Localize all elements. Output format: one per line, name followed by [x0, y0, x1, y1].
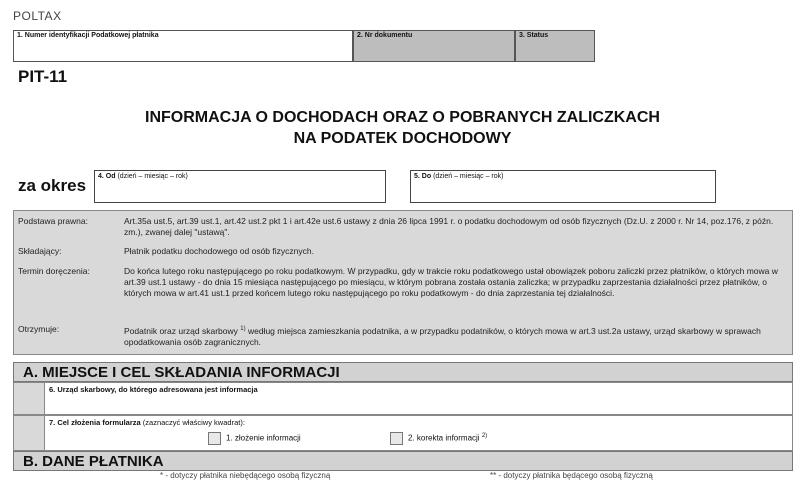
form-code: PIT-11	[18, 67, 68, 86]
section-b-note-right: ** - dotyczy płatnika będącego osobą fizyczną	[490, 471, 653, 480]
legal-basis-value: Art.35a ust.5, art.39 ust.1, art.42 ust.2 pkt 1 i art.42e ust.6 ustawy z dnia 26 lipca 1991 r. o podatku dochodowym od osób fizycznych (Dz.U. z 2000 r. Nr 14, poz.176, z późn. zm.), zwanej dalej "ustawą".	[124, 216, 774, 237]
correction-checkbox[interactable]	[390, 432, 403, 445]
status-field	[515, 30, 595, 62]
period-to-label: 5. Do	[414, 173, 432, 180]
period-to-field[interactable]	[410, 170, 716, 203]
nip-field[interactable]	[13, 30, 353, 62]
section-a-header: A. MIEJSCE I CEL SKŁADANIA INFORMACJI	[13, 362, 793, 382]
period-from-hint: (dzień – miesiąc – rok)	[117, 173, 188, 180]
period-to-hint: (dzień – miesiąc – rok)	[433, 173, 504, 180]
submission-label: 1. złożenie informacji	[226, 433, 301, 443]
deadline-key: Termin doręczenia:	[18, 266, 90, 276]
recipient-footnote: 1)	[240, 326, 246, 332]
option-submission[interactable]	[208, 432, 301, 445]
filer-key: Składający:	[18, 246, 62, 256]
correction-footnote: 2)	[481, 432, 488, 439]
period-from-label: 4. Od	[98, 173, 116, 180]
document-number-label: 2. Nr dokumentu	[357, 32, 413, 39]
form-title-line1: INFORMACJA O DOCHODACH ORAZ O POBRANYCH ZALICZKACH	[145, 109, 660, 126]
form-title-line2: NA PODATEK DOCHODOWY	[293, 130, 512, 147]
form-purpose-field	[44, 416, 792, 450]
tax-office-label: 6. Urząd skarbowy, do którego adresowana jest informacja	[49, 385, 258, 394]
document-number-field	[353, 30, 515, 62]
legal-basis-key: Podstawa prawna:	[18, 216, 88, 226]
recipient-value-b: według miejsca zamieszkania podatnika, a w przypadku podatników, o których mowa w art.3 ust.2a ustawy, urząd skarbowy w sprawach opodatkowania osób zagranicznych.	[124, 325, 761, 347]
status-label: 3. Status	[519, 32, 549, 39]
section-b-header: B. DANE PŁATNIKA	[13, 451, 793, 471]
field-6-row	[13, 382, 793, 415]
period-from-field[interactable]	[94, 170, 386, 203]
option-correction[interactable]	[390, 432, 487, 445]
tax-office-field[interactable]	[44, 383, 792, 414]
filer-value: Płatnik podatku dochodowego od osób fizycznych.	[124, 246, 314, 256]
recipient-value-a: Podatnik oraz urząd skarbowy	[124, 325, 238, 336]
form-purpose-hint: (zaznaczyć właściwy kwadrat):	[142, 418, 245, 427]
field-7-row	[13, 415, 793, 451]
recipient-key: Otrzymuje:	[18, 324, 60, 334]
nip-label: 1. Numer identyfikacji Podatkowej płatnika	[17, 32, 159, 39]
period-label: za okres	[18, 176, 87, 195]
info-panel	[13, 210, 793, 355]
submission-checkbox[interactable]	[208, 432, 221, 445]
deadline-value: Do końca lutego roku następującego po roku podatkowym. W przypadku, gdy w trakcie roku podatkowego ustał obowiązek poboru zaliczki przez płatników, o których mowa w art.39 ust.1 ustawy - do dnia 15 miesiąca następującego po miesiącu, w którym pobrana została ostania zaliczka; w przypadku zaprzestania działalności przez płatników, o których mowa w art.41 ust.1 przed końcem lutego roku następującego po roku podatkowym - do dnia zaprzestania tej działalności.	[124, 266, 778, 298]
header-fields	[13, 30, 595, 62]
brand-name: POLTAX	[13, 9, 62, 23]
section-b-note-left: * - dotyczy płatnika niebędącego osobą fizyczną	[160, 471, 331, 480]
correction-label: 2. korekta informacji	[408, 433, 480, 443]
form-purpose-label: 7. Cel złożenia formularza	[49, 418, 141, 427]
